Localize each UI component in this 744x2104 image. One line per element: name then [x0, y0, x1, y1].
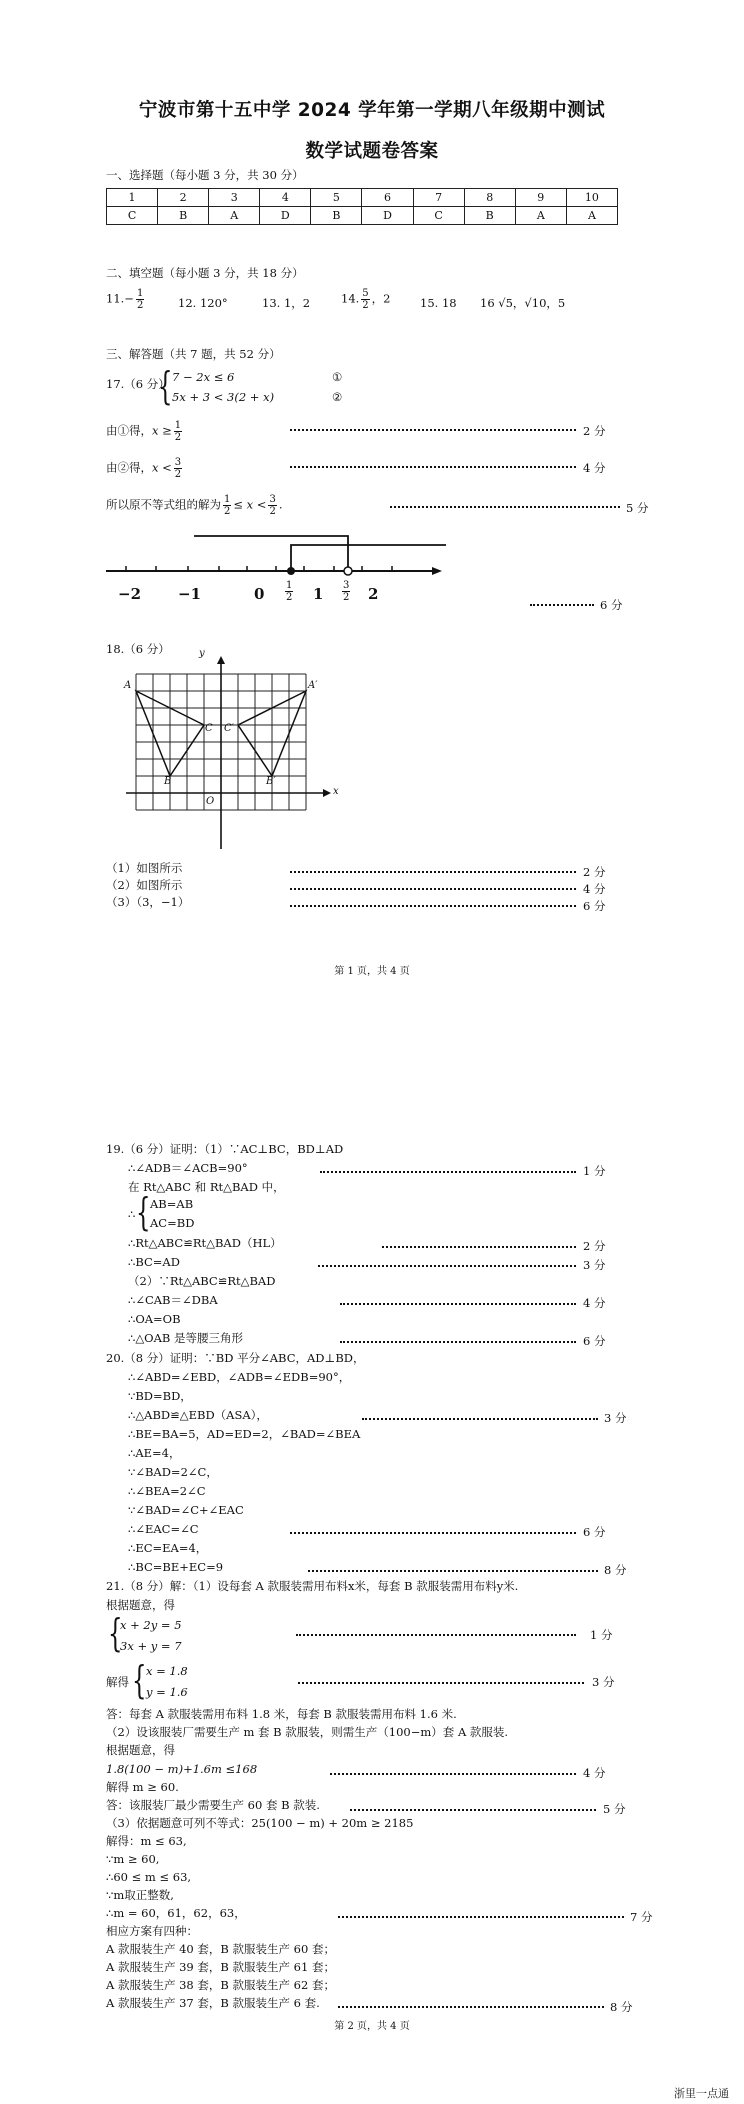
q19-therefore: ∴ [128, 1207, 136, 1221]
table-cell: C [413, 207, 464, 225]
table-cell: D [260, 207, 311, 225]
score-label: 8 分 [604, 1563, 627, 1577]
score-label: 2 分 [583, 424, 606, 438]
axis-label: 0 [254, 585, 265, 603]
q21-line: ∵m ≥ 60, [106, 1852, 160, 1866]
q21-line: ∴60 ≤ m ≤ 63, [106, 1870, 192, 1884]
section-solve-heading: 三、解答题（共 7 题，共 52 分） [106, 347, 281, 361]
numerator: 3 [174, 457, 182, 468]
q21-line: （2）设该服装厂需要生产 m 套 B 款服装，则需生产（100−m）套 A 款服装. [106, 1725, 509, 1739]
score-label: 4 分 [583, 461, 606, 475]
numerator: 5 [362, 288, 369, 299]
q18-label: 18.（6 分） [106, 642, 170, 656]
dot-leader [330, 1773, 576, 1775]
system-brace: { [158, 364, 173, 408]
score-label: 2 分 [583, 1239, 606, 1253]
q17-solution [106, 494, 282, 517]
q21-line: 答：该服装厂最少需要生产 60 套 B 款装. [106, 1798, 320, 1812]
q21-line: A 款服装生产 39 套，B 款服装生产 61 套； [106, 1960, 335, 1974]
dot-leader [338, 2006, 604, 2008]
q21-line: （3）依据题意可列不等式：25(100 − m) + 20m ≥ 2185 [106, 1816, 414, 1830]
number-line-diagram [106, 526, 466, 618]
table-cell: 5 [311, 189, 362, 207]
score-label: 6 分 [583, 899, 606, 913]
q21-line: ∵m取正整数, [106, 1888, 174, 1902]
dot-leader [350, 1809, 596, 1811]
fraction [361, 288, 369, 311]
dot-leader [530, 604, 594, 606]
q19-line: AC=BD [150, 1216, 195, 1230]
table-cell: 2 [158, 189, 209, 207]
dot-leader [290, 466, 576, 468]
table-cell: 7 [413, 189, 464, 207]
table-cell: D [362, 207, 413, 225]
score-label: 6 分 [600, 598, 623, 612]
q20-line: ∵BD=BD， [128, 1389, 192, 1403]
axis-label-y: y [199, 648, 205, 659]
denominator: 2 [174, 469, 182, 480]
table-cell: 8 [464, 189, 515, 207]
table-cell: B [158, 207, 209, 225]
q19-line: ∴∠ADB＝∠ACB=90° [128, 1161, 248, 1175]
fill-answer-15: 15. 18 [420, 296, 457, 310]
q21-line: 答：每套 A 款服装需用布料 1.8 米，每套 B 款服装需用布料 1.6 米. [106, 1707, 457, 1721]
axis-label: 1 [313, 585, 324, 603]
table-cell: C [107, 207, 158, 225]
fraction [223, 494, 231, 517]
q20-line: 20.（8 分）证明：∵BD 平分∠ABC，AD⊥BD， [106, 1351, 365, 1365]
q18-line-1: （1）如图所示 [106, 861, 183, 875]
q20-line: ∴∠ABD=∠EBD，∠ADB=∠EDB=90°， [128, 1370, 351, 1384]
score-label: 4 分 [583, 882, 606, 896]
dot-leader [290, 871, 576, 873]
fill-tail: ，2 [371, 291, 391, 306]
score-label: 4 分 [583, 1296, 606, 1310]
q20-line: ∴∠BEA=2∠C [128, 1484, 206, 1498]
dot-leader [382, 1246, 576, 1248]
q20-line: ∴∠EAC=∠C [128, 1522, 199, 1536]
q17-step-1 [106, 420, 184, 443]
fill-answer-11 [106, 288, 146, 311]
point-label-b: B [164, 776, 172, 787]
dot-leader [390, 506, 620, 508]
fill-answer-14 [341, 288, 391, 311]
denominator: 2 [269, 506, 276, 517]
dot-leader [298, 1682, 584, 1684]
numerator: 3 [269, 494, 276, 505]
q21-line: 解得：m ≤ 63, [106, 1834, 187, 1848]
section-choice-heading: 一、选择题（每小题 3 分，共 30 分） [106, 168, 304, 182]
choice-number-row [107, 189, 618, 207]
axis-label-x: x [333, 786, 339, 797]
table-cell: B [464, 207, 515, 225]
system-brace: { [136, 1190, 151, 1234]
numerator: 3 [343, 580, 350, 591]
score-label: 3 分 [592, 1675, 615, 1689]
fraction [268, 494, 276, 517]
denominator: 2 [343, 592, 350, 603]
dot-leader [296, 1634, 576, 1636]
dot-leader [290, 905, 576, 907]
score-label: 8 分 [610, 2000, 633, 2014]
watermark-text: 浙里一点通 [674, 2087, 729, 2100]
dot-leader [340, 1341, 576, 1343]
q19-line: ∴∠CAB＝∠DBA [128, 1293, 218, 1307]
q21-line: A 款服装生产 37 套，B 款服装生产 6 套. [106, 1996, 320, 2010]
numerator: 1 [136, 288, 144, 299]
table-cell: 4 [260, 189, 311, 207]
q21-line: 1.8(100 − m)+1.6m ≤168 [106, 1762, 258, 1776]
dot-leader [362, 1418, 598, 1420]
q19-line: ∴△OAB 是等腰三角形 [128, 1331, 243, 1345]
score-label: 3 分 [583, 1258, 606, 1272]
q21-equation-2: 3x + y = 7 [120, 1639, 182, 1653]
fill-answer-12: 12. 120° [178, 296, 228, 310]
q21-line: 根据题意，得 [106, 1598, 175, 1612]
score-label: 6 分 [583, 1334, 606, 1348]
point-label-a: A [124, 680, 132, 691]
q21-equation-1: x + 2y = 5 [120, 1618, 182, 1632]
point-label-a-prime: A′ [308, 680, 318, 691]
axis-label: 2 [368, 585, 379, 603]
fill-label: 11. [106, 291, 125, 306]
table-cell: 10 [566, 189, 617, 207]
q21-line: 21.（8 分）解：（1）设每套 A 款服装需用布料x米，每套 B 款服装需用布料y米. [106, 1579, 519, 1593]
step-text: 由②得， [106, 460, 152, 475]
page-subtitle: 数学试题卷答案 [305, 141, 439, 162]
fraction [174, 457, 182, 480]
axis-arrow [432, 567, 442, 575]
q19-line: 19.（6 分）证明：（1）∵AC⊥BC，BD⊥AD [106, 1142, 344, 1156]
page-footer: 第 1 页，共 4 页 [334, 966, 410, 977]
table-cell: 1 [107, 189, 158, 207]
q19-line: AB=AB [150, 1197, 194, 1211]
q20-line: ∴BC=BE+EC=9 [128, 1560, 224, 1574]
table-cell: 6 [362, 189, 413, 207]
x-axis-arrow [323, 789, 331, 797]
step-text: 所以原不等式组的解为 [106, 497, 221, 512]
q19-line: ∴BC=AD [128, 1255, 180, 1269]
q21-line: A 款服装生产 40 套，B 款服装生产 60 套； [106, 1942, 335, 1956]
q17-inequality-1: 7 − 2x ≤ 6 [172, 370, 235, 384]
step-text: 由①得， [106, 423, 152, 438]
score-label: 5 分 [603, 1802, 626, 1816]
q18-line-2: （2）如图所示 [106, 878, 183, 892]
dot-leader [340, 1303, 576, 1305]
q21-line: 解得 m ≥ 60. [106, 1780, 179, 1794]
q17-step-2 [106, 457, 184, 480]
step-var: ≤ x < [233, 497, 267, 512]
table-cell: 9 [515, 189, 566, 207]
table-cell: B [311, 207, 362, 225]
dot-leader [308, 1570, 598, 1572]
closed-point [287, 567, 295, 575]
numerator: 1 [174, 420, 182, 431]
score-label: 6 分 [583, 1525, 606, 1539]
score-label: 1 分 [583, 1164, 606, 1178]
fill-answer-16: 16 √5，√10，5 [480, 296, 566, 310]
q20-line: ∵∠BAD=2∠C， [128, 1465, 218, 1479]
q21-solution-1: x = 1.8 [146, 1664, 188, 1678]
denominator: 2 [136, 300, 144, 311]
table-cell: 3 [209, 189, 260, 207]
choice-answer-table [106, 188, 618, 225]
q21-line: 相应方案有四种： [106, 1924, 198, 1938]
solution-ray-1 [194, 536, 348, 571]
q21-line: 根据题意，得 [106, 1743, 175, 1757]
point-label-b-prime: B′ [266, 776, 276, 787]
system-brace: { [132, 1658, 147, 1702]
section-fill-heading: 二、填空题（每小题 3 分，共 18 分） [106, 266, 304, 280]
solution-ray-2 [291, 545, 446, 571]
q17-label: 17.（6 分） [106, 377, 170, 391]
table-cell: A [209, 207, 260, 225]
y-axis-arrow [217, 656, 225, 664]
fill-label: 14. [341, 291, 360, 306]
q17-mark-1: ① [332, 370, 343, 384]
step-text: . [278, 497, 283, 512]
denominator: 2 [174, 432, 182, 443]
open-point [344, 567, 352, 575]
fill-sign: − [124, 291, 134, 306]
score-label: 1 分 [590, 1628, 613, 1642]
axis-frac-half [283, 580, 295, 603]
numerator: 1 [224, 494, 231, 505]
table-cell: A [566, 207, 617, 225]
point-label-c-prime: C′ [224, 723, 234, 734]
q17-mark-2: ② [332, 390, 343, 404]
numerator: 1 [286, 580, 293, 591]
denominator: 2 [286, 592, 293, 603]
denominator: 2 [224, 506, 231, 517]
fraction [136, 288, 144, 311]
q21-line: ∴m = 60，61，62，63， [106, 1906, 246, 1920]
dot-leader [290, 429, 576, 431]
q21-line: A 款服装生产 38 套，B 款服装生产 62 套； [106, 1978, 335, 1992]
q21-solution-2: y = 1.6 [146, 1685, 188, 1699]
q20-line: ∴△ABD≌△EBD（ASA）， [128, 1408, 268, 1422]
score-label: 3 分 [604, 1411, 627, 1425]
dot-leader [318, 1265, 576, 1267]
score-label: 4 分 [583, 1766, 606, 1780]
q19-line: 在 Rt△ABC 和 Rt△BAD 中， [128, 1180, 285, 1194]
dot-leader [338, 1916, 624, 1918]
score-label: 2 分 [583, 865, 606, 879]
q19-line: ∴OA=OB [128, 1312, 181, 1326]
page-title: 宁波市第十五中学 2024 学年第一学期八年级期中测试 [138, 100, 606, 121]
choice-answer-row [107, 207, 618, 225]
axis-frac-three-half [340, 580, 352, 603]
step-var: x ≥ [152, 423, 172, 438]
score-label: 7 分 [630, 1910, 653, 1924]
q20-line: ∵∠BAD=∠C+∠EAC [128, 1503, 244, 1517]
dot-leader [290, 1532, 576, 1534]
step-var: x < [152, 460, 172, 475]
point-label-o: O [206, 796, 215, 807]
q20-line: ∴EC=EA=4， [128, 1541, 208, 1555]
q17-inequality-2: 5x + 3 < 3(2 + x) [172, 390, 275, 404]
axis-label: −1 [178, 585, 202, 603]
q19-line: ∴Rt△ABC≌Rt△BAD（HL） [128, 1236, 282, 1250]
dot-leader [290, 888, 576, 890]
q19-line: （2）∵Rt△ABC≌Rt△BAD [128, 1274, 276, 1288]
fraction [174, 420, 182, 443]
table-cell: A [515, 207, 566, 225]
dot-leader [320, 1171, 576, 1173]
q20-line: ∴AE=4， [128, 1446, 181, 1460]
q21-solve-label: 解得 [106, 1675, 129, 1689]
fill-answer-13: 13. 1，2 [262, 296, 311, 310]
page-footer: 第 2 页，共 4 页 [334, 2021, 410, 2032]
score-label: 5 分 [626, 501, 649, 515]
denominator: 2 [362, 300, 369, 311]
q18-line-3: （3）（3，−1） [106, 895, 190, 909]
q20-line: ∴BE=BA=5，AD=ED=2，∠BAD=∠BEA [128, 1427, 361, 1441]
axis-label: −2 [118, 585, 142, 603]
system-brace: { [108, 1611, 123, 1655]
point-label-c: C [205, 723, 213, 734]
